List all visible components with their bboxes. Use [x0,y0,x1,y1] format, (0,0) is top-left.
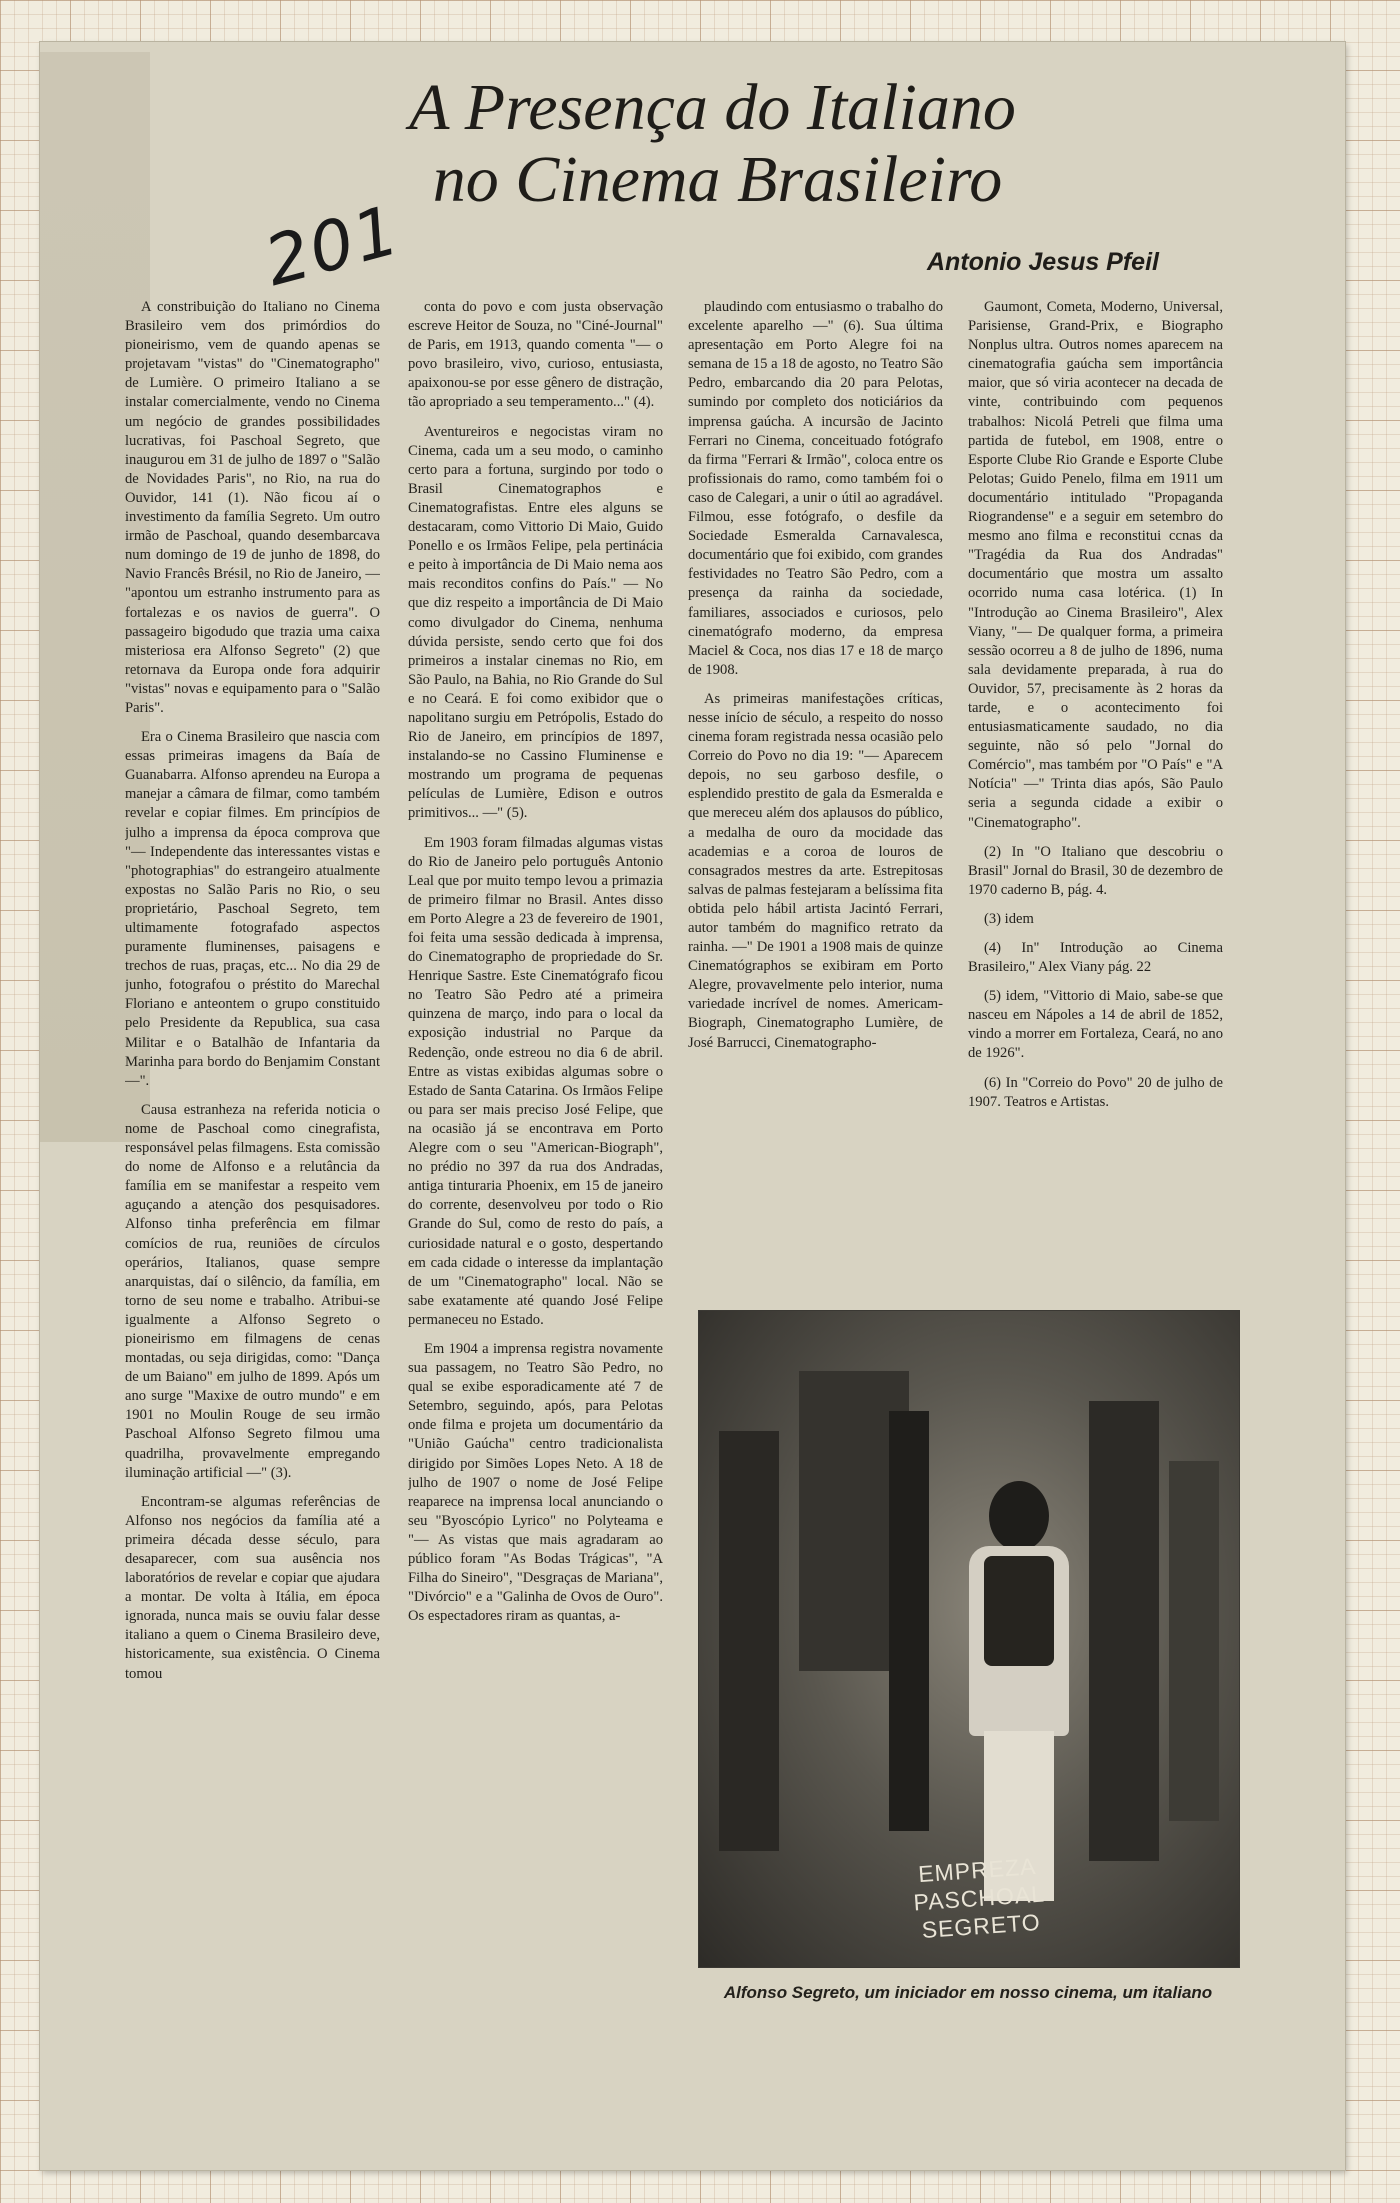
column-paragraph: Causa estranheza na referida noticia o nome de Paschoal como cinegrafista, responsável pelas filmagens. Esta comissão do nome de Alfonso e a relutância da família em se manifestar a respeito vem aguçando a atenção dos pesquisadores. Alfonso tinha preferência em filmar comícios de rua, reuniões de círculos operários, Italianos, quase sempre anarquistas, daí o silêncio, da família, em torno de seu nome e trabalho. Atribui-se igualmente a Alfonso Segreto o pioneirismo em filmagens de cenas montadas, ou seja dirigidas, como: "Dança de um Baiano" em julho de 1899. Após um ano surge "Maxixe de outro mundo" e em 1901 no Moulin Rouge de seu irmão Paschoal Alfonso Segreto filmou uma quadrilha, provavelmente empregando iluminação artificial —" (3). [125,1101,380,1481]
article-column-2 [408,298,663,2056]
column-paragraph: A constribuição do Italiano no Cinema Brasileiro vem dos primórdios do pioneirismo, vem de quando apenas se projetavam "vistas" do "Cinematographo" de Lumière. O primeiro Italiano a se instalar comercialmente, vendo no Cinema um negócio de grandes possibilidades lucrativas, foi Paschoal Segreto, que inaugurou em 31 de julho de 1897 o "Salão de Novidades Paris", no Rio, na rua do Ouvidor, 141 (1). Não ficou aí o investimento da família Segreto. Um outro irmão de Paschoal, quando desembarcava num domingo de 19 de junho de 1898, do Navio Francês Brésil, no Rio de Janeiro, — "apontou um estranho instrumento para as fortalezas e os navios de guerra". O passageiro bigodudo que trazia uma caixa misteriosa era Alfonso Segreto" (2) que retornava da Europa onde fora adquirir "vistas" novas e equipamento para o "Salão Paris". [125,299,380,716]
footnote: (3) idem [984,910,1034,927]
column-paragraph: Em 1903 foram filmadas algumas vistas do Rio de Janeiro pelo português Antonio Leal que por muito tempo levou a primazia de primeiro filmar no Brasil. Antes disso em Porto Alegre a 23 de fevereiro de 1901, foi feita uma sessão dedicada à imprensa, do Cinematographo de propriedade do Sr. Henrique Sastre. Este Cinematógrafo ficou no Teatro São Pedro até a primeira quinzena de março, indo para o local da exposição industrial no Parque da Redenção, onde estreou no dia 6 de abril. Entre as vistas exibidas algumas sobre o Estado de Santa Catarina. Os Irmãos Felipe ou para ser mais preciso José Felipe, que na ocasião já se encontrava em Porto Alegre com o seu "American-Biograph", no prédio no 397 da rua dos Andradas, antiga tinturaria Phoenix, em 15 de janeiro do corrente, desenvolveu por todo o Rio Grande do Sul, como de resto do país, a curiosidade natural e o gosto, despertando em cada cidade o interesse da implantação de um "Cinematographo" local. Não se sabe exatamente até quando José Felipe permaneceu no Estado. [408,834,663,1328]
column-paragraph: Aventureiros e negocistas viram no Cinema, cada um a seu modo, o caminho certo para a fortuna, surgindo por todo o Brasil Cinematographos e Cinematografistas. Entre eles alguns se destacaram, como Vittorio Di Maio, Guido Ponello e os Irmãos Felipe, pela pertinácia e peito à importância de Di Maio nema aos mais reconditos confins do País." — No que diz respeito a importância de Di Maio como divulgador do Cinema, nenhuma dúvida persiste, sendo certo que foi dos primeiros a instalar cinemas no Rio, em São Paulo, na Bahia, no Rio Grande do Sul e no Ceará. E foi como exibidor que o napolitano surgiu em Petrópolis, Estado do Rio de Janeiro, em princípios de 1897, instalando-se no Cassino Fluminense e mostrando um programa de pequenas películas de Lumière, Edison e outros primitivos... —" (5). [408,423,663,822]
handwritten-archive-number: 201 [257,190,409,303]
newspaper-clipping [40,42,1345,2170]
photo-equipment-shape [1169,1461,1219,1821]
author-byline: Antonio Jesus Pfeil [927,248,1159,276]
article-headline [40,72,1345,216]
photo-sign [852,1847,1107,1942]
photo-figure-vest [984,1556,1054,1666]
column-paragraph: Gaumont, Cometa, Moderno, Universal, Parisiense, Grand-Prix, e Biographo Nonplus ultra. Outros nomes aparecem na cinematografia gaúcha sem importância maior, que só viria acontecer na decada de vinte, contribuindo com pequenos trabalhos: Nicolá Petreli que filma uma partida de futebol, em 1908, entre o Esporte Clube Rio Grande e Esporte Clube Pelotas; Guido Penelo, filma em 1911 um documentário intitulado "Propaganda Riograndense" e a seguir em setembro do mesmo ano filma e reconstitui ccnas da "Tragédia da Rua dos Andradas" documentário que mostra um assalto ocorrido numa casa lotérica. (1) In "Introdução ao Cinema Brasileiro", Alex Viany, "— De qualquer forma, a primeira sessão ocorreu a 8 de julho de 1896, numa sala devidamente preparada, à rua do Ouvidor, 57, precisamente às 2 horas da tarde, e o acontecimento foi entusiasmaticamente saudado, no dia seguinte, não só pelo "Jornal do Comércio", mas também por "O País" e "A Notícia" —" Trinta dias após, São Paulo seria a segunda cidade a exibir o "Cinematographo". [968,299,1223,831]
column-paragraph: As primeiras manifestações críticas, nesse início de século, a respeito do nosso cinema foram registrada nessa ocasião pelo Correio do Povo no dia 19: "— Aparecem depois, no seu garboso desfile, o esplendido prestito de gala da Esmeralda e que mereceu além dos aplausos do público, a medalha de ouro da mocidade das academias e a coroa de louros de consagrados mestres da arte. Estrepitosas salvas de palmas festejaram a belíssima fita obtida pelo hábil artista Jacintó Ferrari, autor também do magnifico retrato da rainha. —" De 1901 a 1908 mais de quinze Cinematógraphos se exibiram em Porto Alegre, provavelmente pelo interior, numa variedade incrível de nomes. Americam-Biograph, Cinematographo Lumière, de José Barrucci, Cinematographo- [688,690,943,1051]
photo-equipment-shape [719,1431,779,1851]
photo-equipment-shape [889,1411,929,1831]
photo-figure-head [989,1481,1049,1551]
article-column-3 [688,298,943,1298]
footnote: (6) In "Correio do Povo" 20 de julho de 1907. Teatros e Artistas. [968,1074,1223,1110]
headline-line-2: no Cinema Brasileiro [432,143,1003,216]
photo-sign-line-1: EMPREZA [917,1852,1038,1888]
footnote: (5) idem, "Vittorio di Maio, sabe-se que nasceu em Nápoles a 14 de abril de 1852, vindo a morrer em Fortaleza, Ceará, no ano de 1926". [968,988,1223,1062]
headline-line-1: A Presença do Italiano [409,71,1016,144]
article-column-1 [125,298,380,2056]
article-column-4 [968,298,1223,1283]
column-paragraph: Encontram-se algumas referências de Alfonso nos negócios da família até a primeira década desse século, para desaparecer, com sua ausência nos laboratórios de revelar e copiar que ajudara a montar. De volta à Itália, em época ignorada, nunca mais se ouviu falar desse italiano a quem o Cinema Brasileiro deve, historicamente, sua existência. O Cinema tomou [125,1493,380,1682]
photo-caption: Alfonso Segreto, um iniciador em nosso cinema, um italiano [723,1983,1213,2002]
photo-sign-line-2: PASCHOAL SEGRETO [912,1880,1046,1944]
historic-photograph [698,1310,1240,1968]
column-paragraph: Era o Cinema Brasileiro que nascia com essas primeiras imagens da Baía de Guanabarra. Alfonso aprendeu na Europa a manejar a câmara de filmar, como também revelar e copiar filmes. Em princípios de julho a imprensa da época comprova que "— Independente das interessantes vistas e "photographias" do estrangeiro atualmente expostas no Salão Paris no Rio, o seu proprietário, Paschoal Segreto, tem ultimamente fotografado aspectos puramente fluminenses, paisagens e trechos de ruas, praças, etc... No dia 29 de junho, fotografou o préstito do Marechal Floriano e anteontem o grupo constituido pelo Presidente da Republica, sua casa Militar e o Batalhão de Infantaria da Marinha para bordo do Benjamim Constant —". [125,729,380,1089]
column-paragraph: Em 1904 a imprensa registra novamente sua passagem, no Teatro São Pedro, no qual se exibe esporadicamente até 7 de Setembro, seguindo, após, para Pelotas onde filma e projeta um documentário da "União Gaúcha" centro tradicionalista dirigido por Simões Lopes Neto. A 18 de julho de 1907 o nome de José Felipe reaparece na imprensa local anunciando o seu "Byoscópio Lyrico" no Polyteama e "— As vistas que mais agradaram ao público foram "As Bodas Trágicas", "A Filha do Sineiro", "Desgraças de Mariana", "Divórcio" e a "Galinha de Ovos de Ouro". Os espectadores riram as quantas, a- [408,1340,663,1625]
footnote: (4) In" Introdução ao Cinema Brasileiro," Alex Viany pág. 22 [968,940,1223,976]
column-paragraph: plaudindo com entusiasmo o trabalho do excelente aparelho —" (6). Sua última apresentação em Porto Alegre foi na semana de 15 a 18 de agosto, no Teatro São Pedro, embarcando dia 20 para Pelotas, sumindo por completo dos noticiários da imprensa gaúcha. A incursão de Jacinto Ferrari no Cinema, conceituado fotógrafo da firma "Ferrari & Irmão", coloca entre os profissionais do ramo, como também foi o caso de Calegari, a unir o útil ao agradável. Filmou, esse fotógrafo, o desfile da Sociedade Esmeralda Carnavalesca, documentário que foi exibido, com grandes festividades no Teatro São Pedro, com a presença da rainha da sociedade, familiares, associados e curiosos, pelo cinematógrafo moderno, da empresa Maciel & Coca, nos dias 17 e 18 de março de 1908. [688,299,943,678]
footnote: (2) In "O Italiano que descobriu o Brasil" Jornal do Brasil, 30 de dezembro de 1970 caderno B, pág. 4. [968,843,1223,898]
photo-equipment-shape [1089,1401,1159,1861]
column-paragraph: conta do povo e com justa observação escreve Heitor de Souza, no "Ciné-Journal" de Paris, em 1913, quando comenta "— o povo brasileiro, vivo, curioso, entusiasta, apaixonou-se por esse gênero de distração, tão apropriado a seu temperamento..." (4). [408,299,663,411]
